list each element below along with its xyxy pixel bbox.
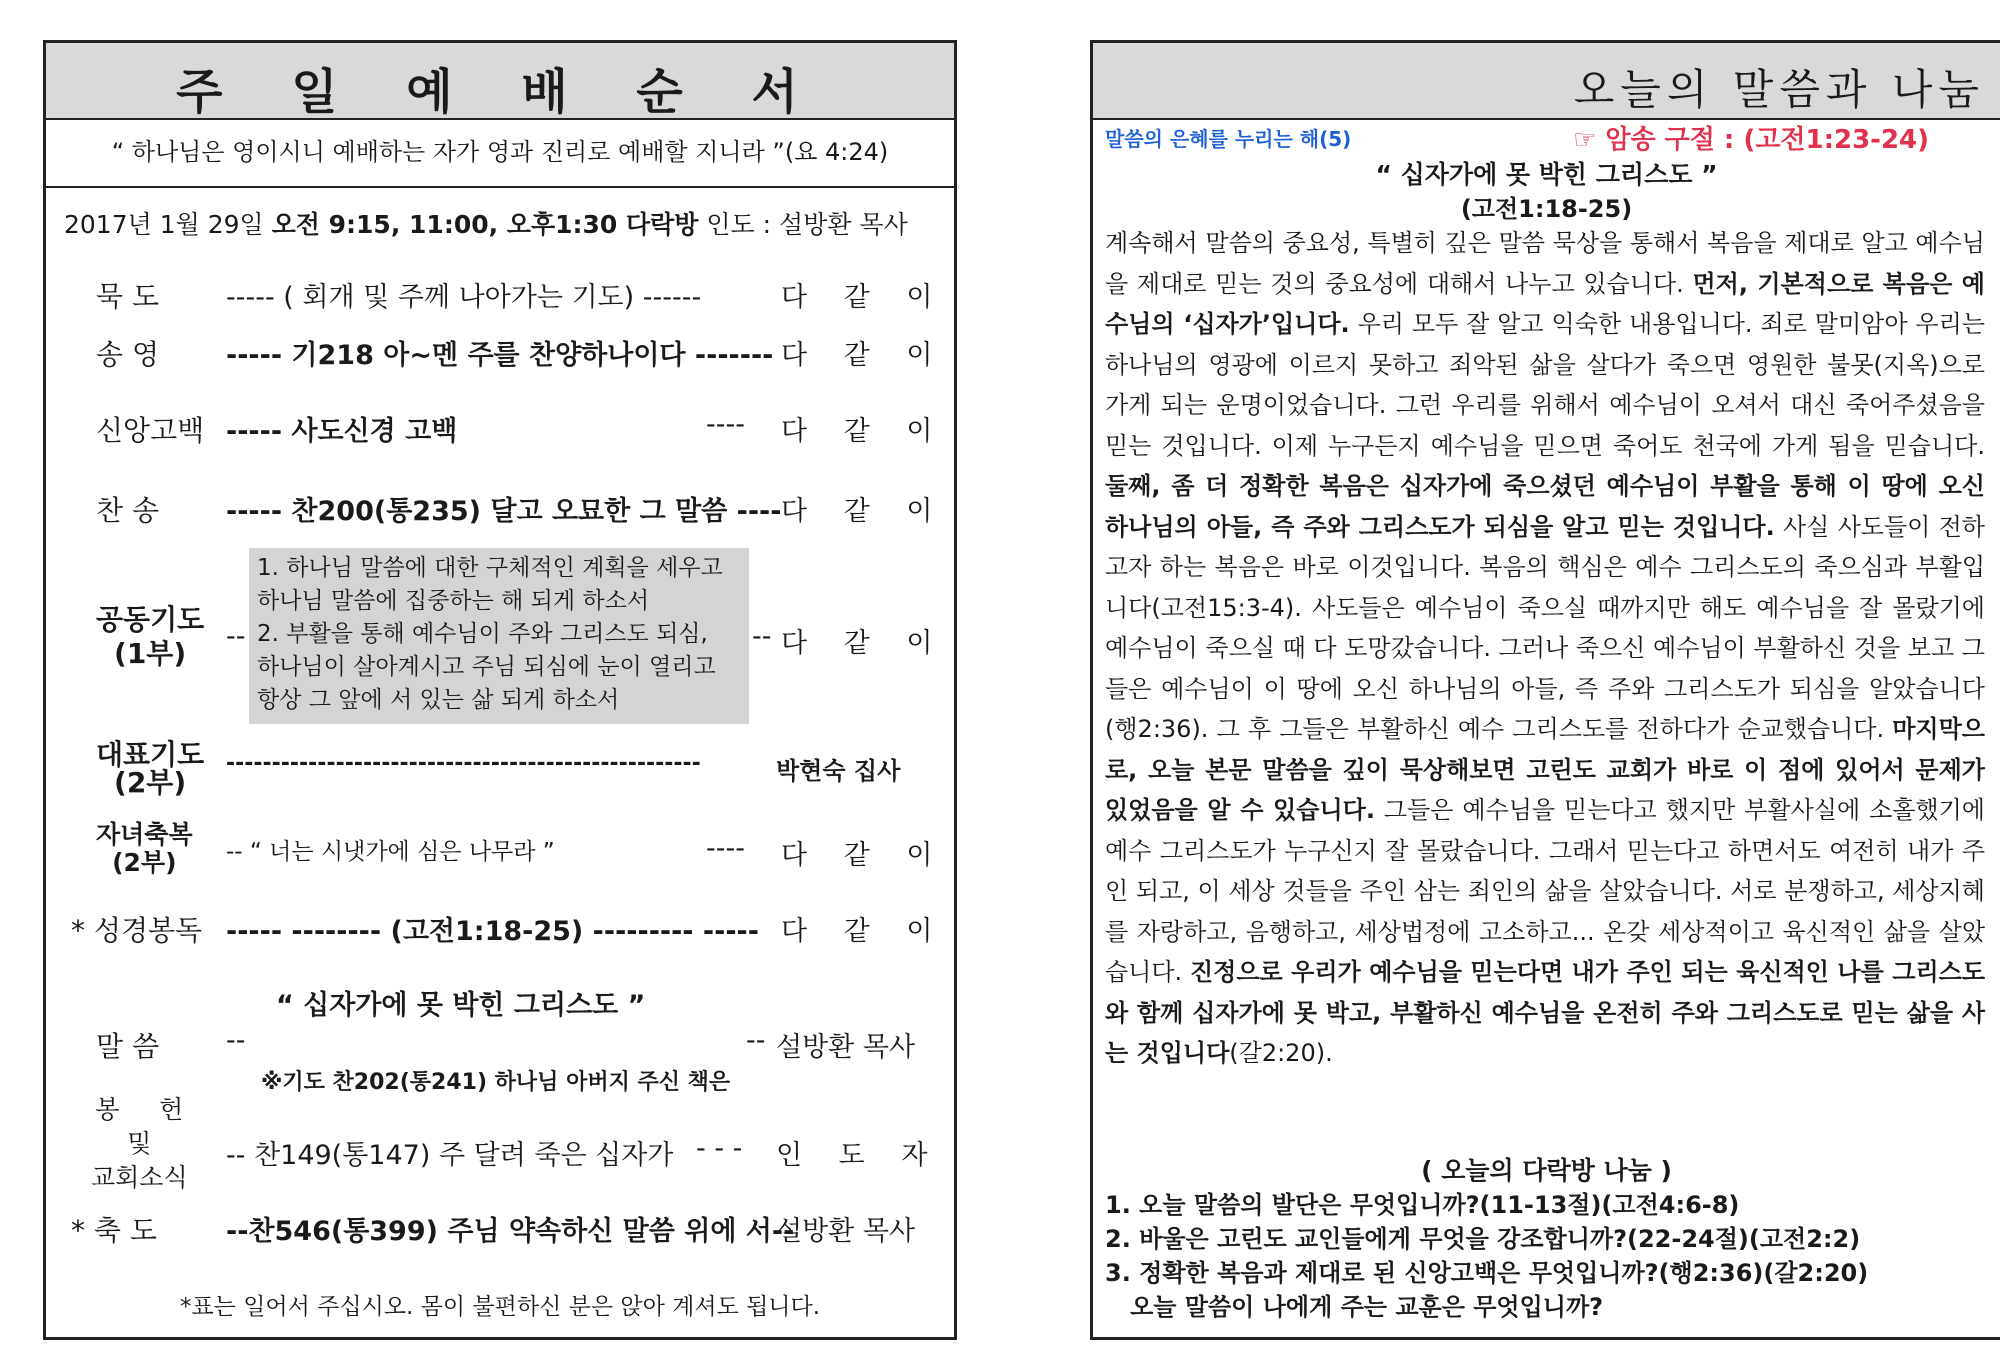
item-label: 찬 송 [96,494,159,527]
item-label: 송 영 [96,338,159,371]
body-text: 계속해서 말씀의 중요성, 특별히 깊은 말씀 묵상을 통해서 복음을 제대로 알고 예수님을 제대로 믿는 것의 중요성에 대해서 나누고 있습니다. [1105,229,1985,298]
item-label: 봉 헌 및 교회소식 [91,1095,188,1192]
item-content: -- 찬149(통147) 주 달려 죽은 십자가 [226,1140,674,1171]
question-3: 3. 정확한 복음과 제대로 된 신앙고백은 무엇입니까?(행2:36)(갈2:20) [1105,1259,1869,1287]
question-2: 2. 바울은 고린도 교인들에게 무엇을 강조합니까?(22-24절)(고전2:2) [1105,1225,1861,1253]
item-leader: 인 도 자 [776,1140,942,1171]
item-content: --찬546(통399) 주님 약속하신 말씀 위에 서-- [226,1216,795,1247]
item-dashes: -- [226,1025,246,1056]
item-leader: 다 같 이 [781,840,947,871]
prayer-line: 항상 그 앞에 서 있는 삶 되게 하소서 [257,687,620,713]
item-leader: 다 같 이 [781,282,947,313]
sharing-header [1093,43,2000,120]
prayer-line: 하나님 말씀에 집중하는 해 되게 하소서 [257,588,650,614]
item-label: * 축 도 [71,1214,157,1247]
body-text: 우리 모두 잘 알고 익숙한 내용입니다. 죄로 말미암아 우리는 하나님의 영광에 이르지 못하고 죄악된 삶을 살다가 죽으면 영원한 불못(지옥)으로 가게 되는 운명이었습니다. 그런 우리를 위해서 예수님이 오셔서 대신 죽어주셨음을 믿는 것입니다. 이제 누구든지 예수님을 믿으면 죽어도 천국에 가게 됨을 믿습니다. [1105,310,1985,460]
item-label: 신앙고백 [96,414,205,447]
item-leader: 다 같 이 [781,496,947,527]
item-content: ----- 찬200(통235) 달고 오묘한 그 말씀 ---- [226,496,782,527]
item-label: 대표기도 (2부) [96,738,205,799]
item-label: * 성경봉독 [71,914,203,947]
item-dashes: - - - [696,1133,743,1164]
worship-header [46,43,954,120]
sermon-sharing-panel [1090,40,2000,1340]
item-dashes: ---- [706,833,745,864]
standing-note: *표는 일어서 주십시오. 몸이 불편하신 분은 앉아 계셔도 됩니다. [179,1294,821,1320]
sermon-hymn: ※기도 찬202(통241) 하나님 아버지 주신 책은 [261,1070,731,1095]
service-times: 오전 9:15, 11:00, 오후1:30 다락방 [271,210,699,239]
body-text: 그들은 예수님을 믿는다고 했지만 부활사실에 소홀했기에 예수 그리스도가 누구신지 잘 몰랐습니다. 그래서 믿는다고 하면서도 여전히 내가 주인 되고, 이 세상 것들을 주인 삼는 죄인의 삶을 살았습니다. 서로 분쟁하고, 세상지혜를 자랑하고, 음행하고, 세상법정에 고소하고... 온갖 세상적이고 육신적인 삶을 살았습니다. [1105,796,1985,986]
body-text: (갈2:20). [1229,1039,1333,1067]
prayer-line: 2. 부활을 통해 예수님이 주와 그리스도 되심, [257,621,708,647]
sharing-title: 오늘의 말씀과 나눔 [1573,65,1985,114]
item-content: ----- 사도신경 고백 [226,416,458,447]
prayer-line: 하나님이 살아계시고 주님 되심에 눈이 열리고 [257,654,716,680]
item-leader: 다 같 이 [781,416,947,447]
item-dashes: -- [746,1025,766,1056]
item-leader: 다 같 이 [781,628,947,659]
item-leader: 설방환 목사 [776,1032,915,1063]
item-content: -- “ 너는 시냇가에 심은 나무라 ” [226,839,555,865]
joint-prayer-box [249,548,749,724]
item-dashes: -- [752,621,772,652]
sermon-title: “ 십자가에 못 박힌 그리스도 ” [276,990,646,1021]
item-label: 말 씀 [96,1030,159,1063]
service-leader: 인도 : 설방환 목사 [706,210,908,239]
item-label: 공동기도 (1부) [96,603,205,670]
worship-title: 주 일 예 배 순 서 [176,64,824,120]
service-date-line [64,205,908,241]
service-date: 2017년 1월 29일 [64,210,264,239]
item-leader: 다 같 이 [781,340,947,371]
item-content: ----- ( 회개 및 주께 나아가는 기도) ------ [226,282,702,313]
item-dashes: ---------------------------------------------------- [226,751,701,776]
item-leader: 박현숙 집사 [776,757,901,785]
sermon-title: “ 십자가에 못 박힌 그리스도 ” [1375,160,1718,189]
item-leader: 설방환 목사 [776,1216,915,1247]
item-content: ----- -------- (고전1:18-25) --------- ----- [226,916,759,947]
item-content: ----- 기218 아~멘 주를 찬양하나이다 ------- [226,340,774,371]
theme-verse: “ 하나님은 영이시니 예배하는 자가 영과 진리로 예배할 지니라 ”(요 4:24) [46,118,954,188]
item-dashes: -- [226,621,246,652]
memory-verse: ☞ 암송 구절 : (고전1:23-24) [1573,125,1930,155]
question-1: 1. 오늘 말씀의 발단은 무엇입니까?(11-13절)(고전4:6-8) [1105,1191,1740,1219]
body-emphasis: 진정으로 우리가 예수님을 믿는다면 내가 주인 되는 육신적인 나를 그리스도와 함께 십자가에 못 박고, 부활하신 예수님을 온전히 주와 그리스도로 믿는 삶을 사는 것입니다 [1105,958,1986,1067]
item-label: 자녀축복 (2부) [96,820,193,877]
body-emphasis: 마지막으로, 오늘 본문 말씀을 깊이 묵상해보면 고린도 교회가 바로 이 점에 있어서 문제가 있었음을 알 수 있습니다. [1105,715,1985,824]
prayer-line: 1. 하나님 말씀에 대한 구체적인 계획을 세우고 [257,555,723,581]
item-leader: 다 같 이 [781,916,947,947]
item-label: 묵 도 [96,280,159,313]
body-emphasis: 둘째, 좀 더 정확한 복음은 십자가에 죽으셨던 예수님이 부활을 통해 이 땅에 오신 하나님의 아들, 즉 주와 그리스도가 되심을 알고 믿는 것입니다. [1105,472,1985,541]
sermon-reference: (고전1:18-25) [1460,195,1633,223]
sermon-body [1105,223,1985,1074]
year-theme: 말씀의 은혜를 누리는 해(5) [1105,127,1352,151]
question-3-followup: 오늘 말씀이 나에게 주는 교훈은 무엇입니까? [1105,1293,1604,1321]
body-text: 사실 사도들이 전하고자 하는 복음은 바로 이것입니다. 복음의 핵심은 예수 그리스도의 죽으심과 부활입니다(고전15:3-4). 사도들은 예수님이 죽으실 때까지만 해도 예수님을 잘 몰랐기에 예수님이 죽으실 때 다 도망갔습니다. 그러나 죽으신 예수님이 부활하신 것을 보고 그들은 예수님이 이 땅에 오신 하나님의 아들, 즉 주와 그리스도가 되심을 알았습니다(행2:36). 그 후 그들은 부활하신 예수 그리스도를 전하다가 순교했습니다. [1105,512,1985,743]
small-group-title: ( 오늘의 다락방 나눔 ) [1421,1156,1672,1185]
item-dashes: ---- [706,409,745,440]
body-emphasis: 먼저, 기본적으로 복음은 예수님의 ‘십자가’입니다. [1105,269,1985,338]
order-of-worship-panel [43,40,957,1340]
